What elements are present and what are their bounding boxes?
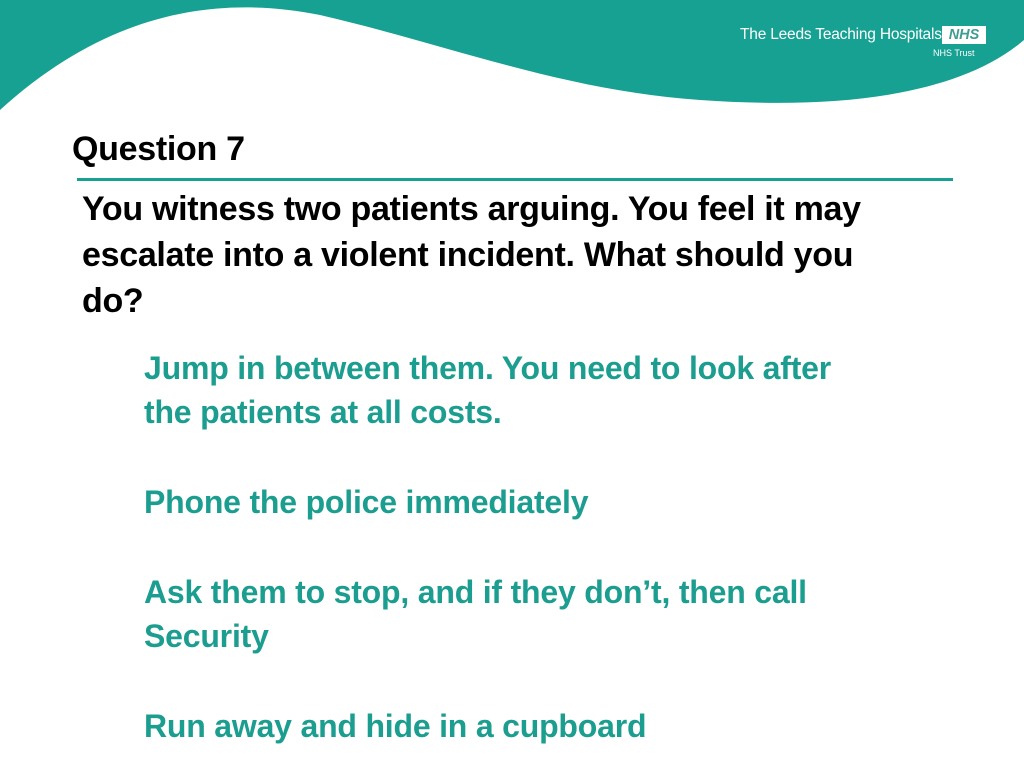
- header-wave: [0, 0, 1024, 120]
- nhs-logo-badge: NHS: [942, 26, 986, 44]
- answer-option-2[interactable]: Phone the police immediately: [144, 484, 589, 520]
- answer-option-4[interactable]: Run away and hide in a cupboard: [144, 708, 647, 744]
- trust-label: NHS Trust: [933, 48, 975, 58]
- organisation-name: The Leeds Teaching Hospitals: [740, 26, 942, 43]
- slide-title: Question 7: [72, 130, 245, 168]
- answer-option-1[interactable]: Jump in between them. You need to look after the patients at all costs.: [144, 350, 831, 430]
- question-text: You witness two patients arguing. You feel it may escalate into a violent incident. What should you do?: [82, 190, 861, 320]
- answer-options: [144, 346, 884, 748]
- answer-option-3[interactable]: Ask them to stop, and if they don’t, then call Security: [144, 574, 807, 654]
- title-divider: [77, 178, 953, 181]
